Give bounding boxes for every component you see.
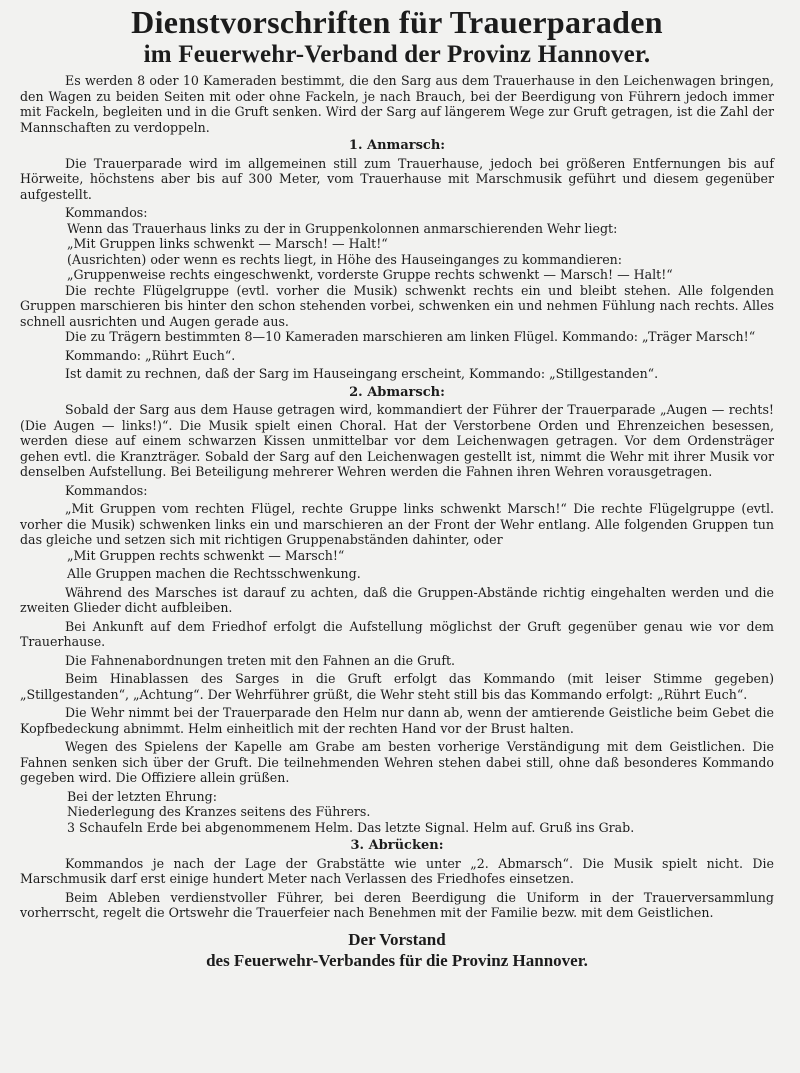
kommandos-label: Kommandos: bbox=[65, 205, 148, 220]
command-line: (Ausrichten) oder wenn es rechts liegt, in Höhe des Hauseinganges zu kommandieren: bbox=[67, 251, 623, 267]
command-line: „Gruppenweise rechts eingeschwenkt, vorderste Gruppe rechts schwenkt — Marsch! — Halt!“ bbox=[67, 267, 673, 282]
command-line: Niederlegung des Kranzes seitens des Führers. bbox=[67, 804, 371, 819]
command-line: Bei der letzten Ehrung: bbox=[67, 788, 217, 804]
section-heading-abruecken: 3. Abrücken: bbox=[350, 838, 444, 853]
paragraph: Die Wehr nimmt bei der Trauerparade den Helm nur dann ab, wenn der amtierende Geistliche beim Gebet die Kopfbedeckung abnimmt. Helm einheitlich mit der rechten Hand vor der Brust halten. bbox=[20, 705, 774, 736]
signature-line-2: des Feuerwehr-Verbandes für die Provinz Hannover. bbox=[206, 950, 588, 970]
paragraph: Die Fahnenabordnungen treten mit den Fahnen an die Gruft. bbox=[65, 652, 456, 668]
paragraph: Kommandos je nach der Lage der Grabstätte wie unter „2. Abmarsch“. Die Musik spielt nicht. Die Marschmusik darf erst einige hundert Meter nach Verlassen des Friedhofes einsetzen. bbox=[20, 855, 774, 886]
command-line: 3 Schaufeln Erde bei abgenommenem Helm. Das letzte Signal. Helm auf. Gruß ins Grab. bbox=[67, 819, 635, 835]
signature-line-1: Der Vorstand bbox=[348, 929, 446, 949]
paragraph: Beim Hinablassen des Sarges in die Gruft erfolgt das Kommando (mit leiser Stimme gegeben) „Stillgestanden“, „Achtung“. Der Wehrführer grüßt, die Wehr steht still bis das Kommando erfolgt: „Rührt Euch“. bbox=[20, 671, 774, 702]
title-line-1: Dienstvorschriften für Trauerparaden bbox=[131, 4, 663, 40]
paragraph: Ist damit zu rechnen, daß der Sarg im Hauseingang erscheint, Kommando: „Stillgestanden“. bbox=[65, 366, 659, 381]
command-line: Wenn das Trauerhaus links zu der in Gruppenkolonnen anmarschierenden Wehr liegt: bbox=[67, 220, 618, 236]
command-line: Alle Gruppen machen die Rechtsschwenkung. bbox=[67, 566, 361, 581]
section-heading-anmarsch: 1. Anmarsch: bbox=[348, 138, 446, 153]
paragraph: Die Trauerparade wird im allgemeinen still zum Trauerhause, jedoch bei größeren Entfernungen bis auf Hörweite, höchstens aber bis auf 300 Meter, vom Trauerhause mit Marschmusik geführt und diesem gegenüber aufgestellt. bbox=[20, 155, 774, 202]
command-line: „Mit Gruppen links schwenkt — Marsch! — Halt!“ bbox=[67, 236, 388, 251]
title-line-2: im Feuerwehr-Verband der Provinz Hannover. bbox=[143, 41, 651, 68]
paragraph: Sobald der Sarg aus dem Hause getragen wird, kommandiert der Führer der Trauerparade „Augen — rechts! (Die Augen — links!)“. Die Musik spielt einen Choral. Hat der Verstorbene Orden und Ehrenzeichen besessen, werden diese auf einem schwarzen Kissen unmittelbar vor dem Leichenwagen getragen. Vor dem Ordensträger gehen evtl. die Kranzträger. Sobald der Sarg auf den Leichenwagen gestellt ist, nimmt die Wehr mit ihrer Musik vor denselben Aufstellung. Bei Beteiligung mehrerer Wehren werden die Fahnen ihren Wehren vorausgetragen. bbox=[20, 402, 774, 479]
paragraph: Wegen des Spielens der Kapelle am Grabe am besten vorherige Verständigung mit dem Geistlichen. Die Fahnen senken sich über der Gruft. Die teilnehmenden Wehren stehen dabei still, ohne daß besonderes Kommando gegeben wird. Die Offiziere allein grüßen. bbox=[20, 739, 774, 785]
intro-paragraph: Es werden 8 oder 10 Kameraden bestimmt, die den Sarg aus dem Trauerhause in den Leichenwagen bringen, den Wagen zu beiden Seiten mit oder ohne Fackeln, je nach Brauch, bei der Beerdigung von Führern jedoch immer mit Fackeln, begleiten und in die Gruft senken. Wird der Sarg auf längerem Wege zur Gruft getragen, ist die Zahl der Mannschaften zu verdoppeln. bbox=[20, 73, 774, 135]
command-line: „Mit Gruppen rechts schwenkt — Marsch!“ bbox=[67, 547, 345, 563]
paragraph: „Mit Gruppen vom rechten Flügel, rechte Gruppe links schwenkt Marsch!“ Die rechte Flügelgruppe (evtl. vorher die Musik) schwenken links ein und marschieren an der Front der Wehr entlang. Alle folgenden Gruppen tun das gleiche und setzen sich mit richtigen Gruppenabständen dahinter, oder bbox=[20, 501, 774, 547]
paragraph: Die rechte Flügelgruppe (evtl. vorher die Musik) schwenkt rechts ein und bleibt stehen. Alle folgenden Gruppen marschieren bis hinter den schon stehenden vorbei, schwenken ein und nehmen Fühlung nach rechts. Alles schnell ausrichten und Augen gerade aus. bbox=[20, 282, 774, 329]
paragraph: Die zu Trägern bestimmten 8—10 Kameraden marschieren am linken Flügel. Kommando: „Träger Marsch!“ bbox=[65, 329, 756, 344]
kommandos-label: Kommandos: bbox=[65, 482, 148, 498]
paragraph: Beim Ableben verdienstvoller Führer, bei deren Beerdigung die Uniform in der Trauerversammlung vorherrscht, regelt die Ortswehr die Trauerfeier nach Benehmen mit der Familie bezw. mit dem Geistlichen. bbox=[20, 889, 774, 920]
paragraph: Bei Ankunft auf dem Friedhof erfolgt die Aufstellung möglichst der Gruft gegenüber genau wie vor dem Trauerhause. bbox=[20, 618, 774, 649]
paragraph: Kommando: „Rührt Euch“. bbox=[65, 347, 236, 363]
paragraph: Während des Marsches ist darauf zu achten, daß die Gruppen-Abstände richtig eingehalten werden und die zweiten Glieder dicht aufbleiben. bbox=[20, 584, 774, 615]
section-heading-abmarsch: 2. Abmarsch: bbox=[349, 384, 445, 400]
